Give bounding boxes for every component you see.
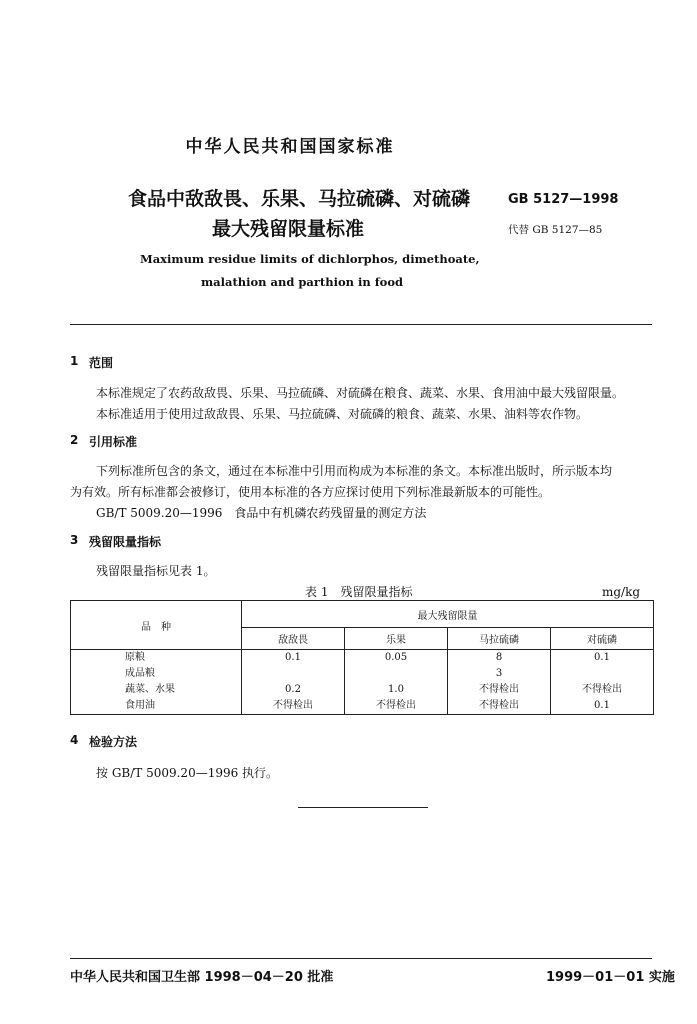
table-cell	[551, 666, 654, 682]
section-3-number: 3	[70, 533, 79, 547]
replaces-standard: 代替 GB 5127—85	[508, 224, 603, 236]
table-cell: 0.05	[345, 650, 448, 667]
header-divider	[70, 324, 652, 325]
table-row	[71, 650, 654, 667]
document-header-title: 中华人民共和国国家标准	[185, 137, 395, 157]
table-col-header: 马拉硫磷	[448, 628, 551, 650]
footer-divider	[70, 958, 652, 959]
table-cell	[242, 666, 345, 682]
section-4-title: 检验方法	[89, 735, 138, 749]
section-2-number: 2	[70, 433, 79, 447]
table-cell-variety: 原粮	[71, 650, 242, 667]
table-cell: 不得检出	[448, 682, 551, 698]
standard-title-line-2: 最大残留限量标准	[212, 218, 365, 240]
table-cell-variety: 蔬菜、水果	[71, 682, 242, 698]
table-cell: 不得检出	[242, 698, 345, 715]
section-2-reference: GB/T 5009.20—1996 食品中有机磷农药残留量的测定方法	[96, 506, 427, 520]
table-cell: 0.1	[551, 650, 654, 667]
table-row	[71, 666, 654, 682]
approval-info: 中华人民共和国卫生部 1998－04－20 批准	[70, 970, 334, 985]
table-cell-variety: 成品粮	[71, 666, 242, 682]
section-1-para-2: 本标准适用于使用过敌敌畏、乐果、马拉硫磷、对硫磷的粮食、蔬菜、水果、油料等农作物。	[96, 407, 589, 421]
section-1-number: 1	[70, 354, 79, 368]
table-cell: 不得检出	[551, 682, 654, 698]
section-4-para-1: 按 GB/T 5009.20—1996 执行。	[96, 766, 279, 780]
standard-number: GB 5127—1998	[508, 192, 619, 207]
section-3-para-1: 残留限量指标见表 1。	[96, 564, 216, 578]
table-cell: 8	[448, 650, 551, 667]
section-2-title: 引用标准	[89, 435, 138, 449]
section-1-title: 范围	[89, 356, 114, 370]
table-cell-variety: 食用油	[71, 698, 242, 715]
section-3-title: 残留限量指标	[89, 535, 162, 549]
implementation-date: 1999－01－01 实施	[546, 970, 675, 985]
table-col-header: 敌敌畏	[242, 628, 345, 650]
english-title-line-1: Maximum residue limits of dichlorphos, dimethoate,	[140, 252, 480, 266]
table-cell: 0.1	[242, 650, 345, 667]
table-row	[71, 682, 654, 698]
table-cell: 1.0	[345, 682, 448, 698]
table-cell: 0.2	[242, 682, 345, 698]
table-caption: 表 1 残留限量指标	[305, 585, 413, 599]
table-col-header: 乐果	[345, 628, 448, 650]
standard-title-line-1: 食品中敌敌畏、乐果、马拉硫磷、对硫磷	[128, 188, 471, 210]
table-cell: 不得检出	[345, 698, 448, 715]
residue-limits-table	[70, 600, 654, 715]
table-cell: 不得检出	[448, 698, 551, 715]
table-row	[71, 698, 654, 715]
table-header-variety: 品 种	[71, 601, 242, 650]
end-of-document-rule	[298, 807, 428, 808]
table-cell: 0.1	[551, 698, 654, 715]
section-2-para-2: 为有效。所有标准都会被修订，使用本标准的各方应探讨使用下列标准最新版本的可能性。	[70, 485, 551, 499]
table-cell: 3	[448, 666, 551, 682]
english-title-line-2: malathion and parthion in food	[201, 275, 404, 289]
table-unit: mg/kg	[602, 585, 641, 599]
section-4-number: 4	[70, 733, 79, 747]
table-header-max-limit: 最大残留限量	[242, 601, 654, 628]
section-1-para-1: 本标准规定了农药敌敌畏、乐果、马拉硫磷、对硫磷在粮食、蔬菜、水果、食用油中最大残留限量。	[96, 386, 625, 400]
table-cell	[345, 666, 448, 682]
table-col-header: 对硫磷	[551, 628, 654, 650]
section-2-para-1: 下列标准所包含的条文，通过在本标准中引用而构成为本标准的条文。本标准出版时，所示版本均	[96, 464, 613, 478]
